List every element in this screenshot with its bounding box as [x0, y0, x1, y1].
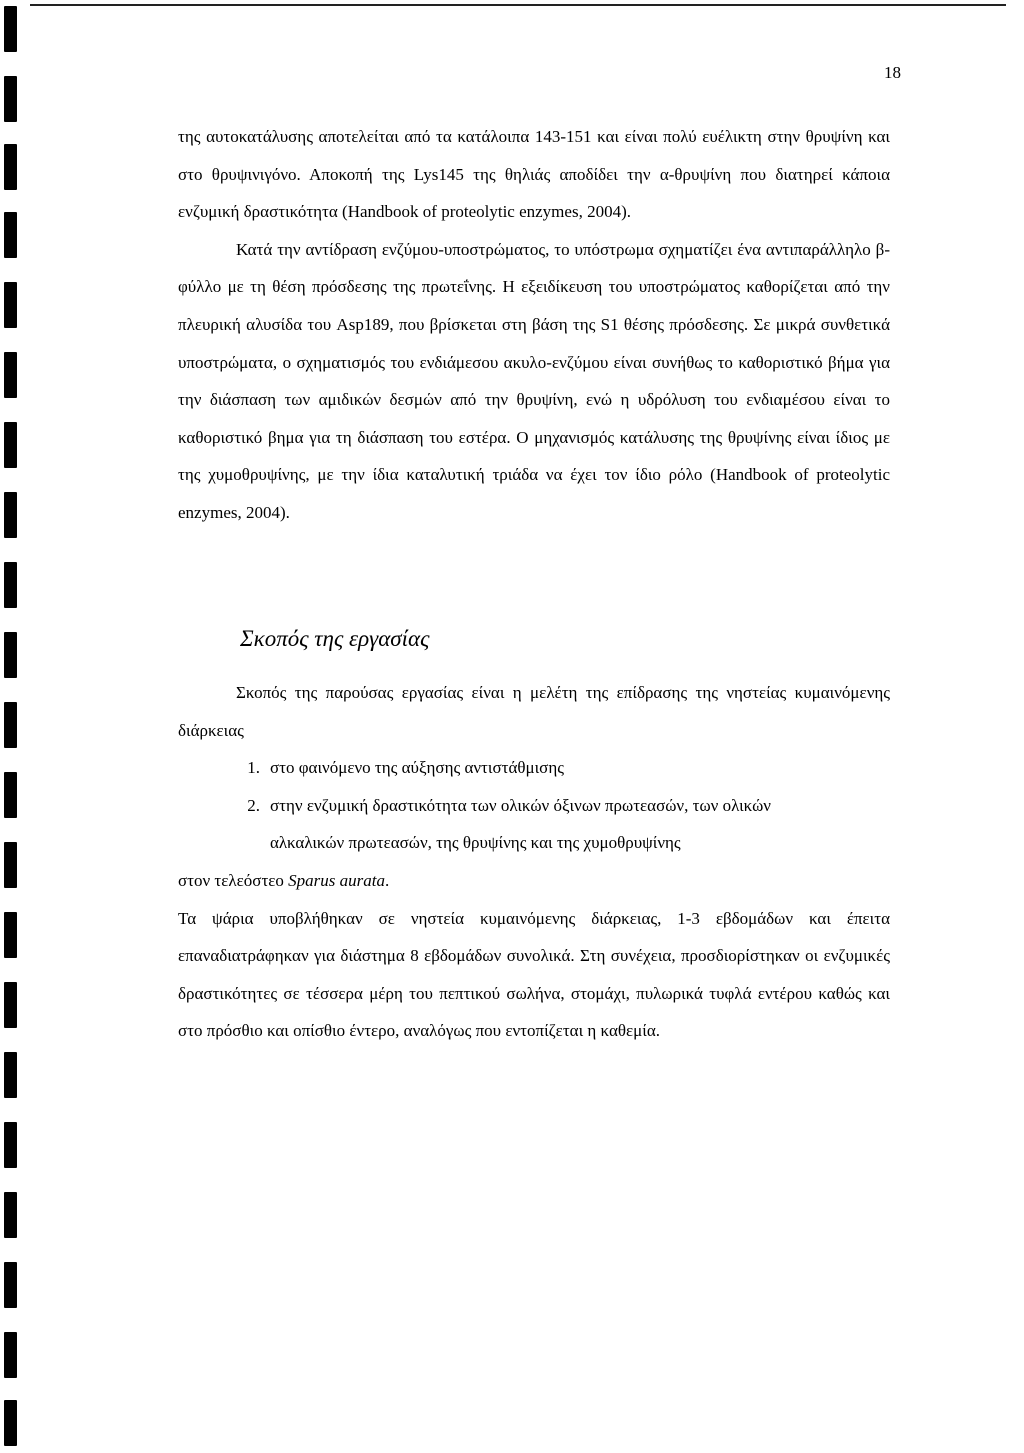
body-section-mechanism [178, 118, 890, 532]
binding-mark [4, 1052, 17, 1098]
species-suffix: . [385, 870, 390, 890]
binding-mark [4, 702, 17, 748]
paragraph-aim-intro: Σκοπός της παρούσας εργασίας είναι η μελέτη της επίδρασης της νηστείας κυμαινόμενης διάρκειας [178, 683, 890, 740]
binding-mark [4, 76, 17, 122]
list-item [178, 787, 890, 825]
top-page-rule [30, 4, 1006, 6]
binding-mark [4, 492, 17, 538]
list-number: 2. [247, 795, 260, 815]
binding-mark [4, 1400, 17, 1446]
species-prefix: στον τελεόστεο [178, 870, 289, 890]
binding-mark [4, 212, 17, 258]
paragraph-methods-summary: Τα ψάρια υποβλήθηκαν σε νηστεία κυμαινόμενης διάρκειας, 1-3 εβδομάδων και έπειτα επαναδιατράφηκαν για διάστημα 8 εβδομάδων συνολικά. Στη συνέχεια, προσδιορίστηκαν οι ενζυμικές δραστικότητες σε τέσσερα μέρη του πεπτικού σωλήνα, στομάχι, πυλωρικά τυφλά εντέρου καθώς και στο πρόσθιο και οπίσθιο έντερο, αναλόγως που εντοπίζεται η καθεμία. [178, 908, 890, 1041]
binding-mark [4, 352, 17, 398]
list-text: στην ενζυμική δραστικότητα των ολικών όξινων πρωτεασών, των ολικών [270, 795, 771, 815]
paragraph-species-line [178, 862, 890, 900]
binding-edge [0, 0, 40, 1453]
binding-mark [4, 282, 17, 328]
binding-mark [4, 842, 17, 888]
binding-mark [4, 422, 17, 468]
list-number: 1. [247, 758, 260, 778]
binding-mark [4, 1122, 17, 1168]
binding-mark [4, 6, 17, 52]
paragraph-substrate-reaction: Κατά την αντίδραση ενζύμου-υποστρώματος, το υπόστρωμα σχηματίζει ένα αντιπαράλληλο β-φύλλο με τη θέση πρόσδεσης της πρωτεΐνης. Η εξειδίκευση του υποστρώματος καθορίζεται από την πλευρική αλυσίδα του Asp189, που βρίσκεται στη βάση της S1 θέσης πρόσδεσης. Σε μικρά συνθετικά υποστρώματα, ο σχηματισμός του ενδιάμεσου ακυλο-ενζύμου είναι συνήθως το καθοριστικό βήμα για την διάσπαση των αμιδικών δεσμών από την θρυψίνη, ενώ η υδρόλυση του ενδιαμέσου είναι το καθοριστικό βημα για τη διάσπαση του εστέρα. Ο μηχανισμός κατάλυσης της θρυψίνης είναι ίδιος με της χυμοθρυψίνης, με την ίδια καταλυτική τριάδα να έχει τον ίδιο ρόλο (Handbook of proteolytic enzymes, 2004). [178, 239, 890, 522]
binding-mark [4, 144, 17, 190]
binding-mark [4, 1192, 17, 1238]
binding-mark [4, 912, 17, 958]
body-section-aim [178, 674, 890, 1050]
list-item [178, 749, 890, 787]
binding-mark [4, 772, 17, 818]
list-item-continuation: αλκαλικών πρωτεασών, της θρυψίνης και της χυμοθρυψίνης [270, 833, 681, 853]
binding-mark [4, 562, 17, 608]
binding-mark [4, 1332, 17, 1378]
section-heading-aim: Σκοπός της εργασίας [240, 626, 430, 651]
page-number: 18 [884, 63, 901, 82]
species-name: Sparus aurata [288, 870, 385, 890]
binding-mark [4, 982, 17, 1028]
paragraph-autolysis: της αυτοκατάλυσης αποτελείται από τα κατάλοιπα 143-151 και είναι πολύ ευέλικτη στην θρυψίνη και στο θρυψινιγόνο. Αποκοπή της Lys145 της θηλιάς αποδίδει την α-θρυψίνη που διατηρεί κάποια ενζυμική δραστικότητα (Handbook of proteolytic enzymes, 2004). [178, 127, 890, 222]
binding-mark [4, 1262, 17, 1308]
binding-mark [4, 632, 17, 678]
list-text: στο φαινόμενο της αύξησης αντιστάθμισης [270, 758, 564, 778]
